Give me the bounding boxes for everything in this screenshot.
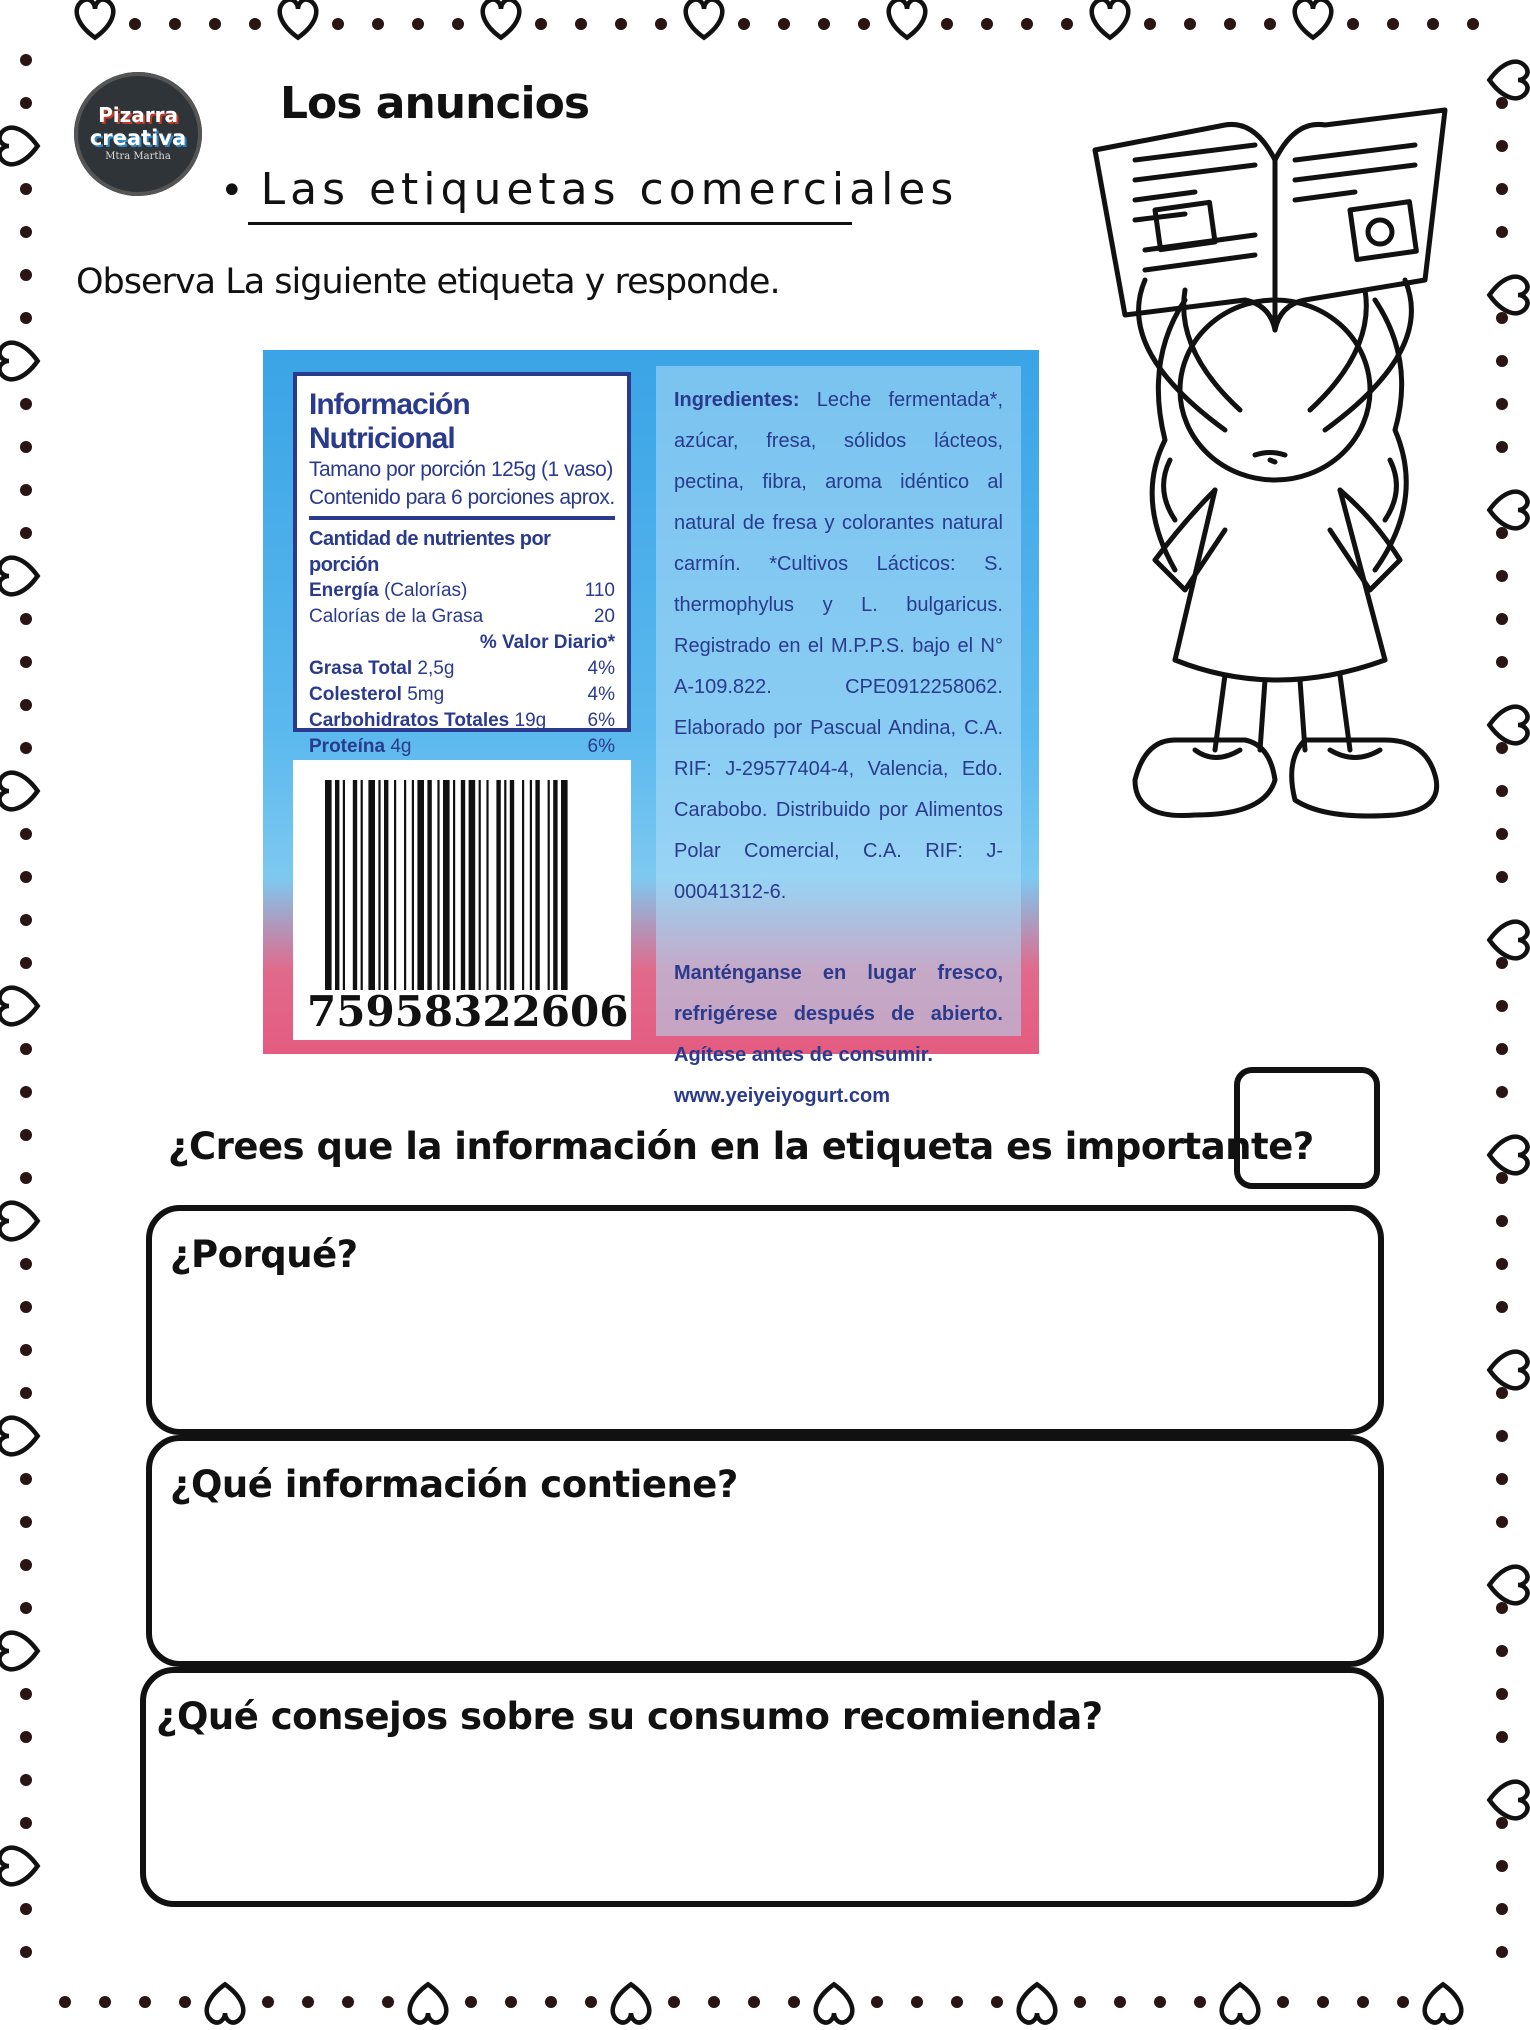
heart-icon [1092, 0, 1129, 38]
barcode-digit: 59583 [336, 987, 483, 1036]
heart-icon [1489, 922, 1527, 959]
barcode-bar [486, 780, 488, 990]
serving-size: Tamano por porción 125g (1 vaso) [309, 458, 613, 481]
border-dot [1496, 828, 1508, 840]
heart-icon [1489, 1137, 1527, 1174]
heart-icon [1489, 1782, 1527, 1819]
left-border [0, 54, 38, 1958]
barcode-bar [361, 780, 363, 990]
border-dot [249, 18, 261, 30]
daily-label: Proteína 4g [309, 736, 412, 757]
nutrient-row [309, 578, 615, 604]
daily-label: Carbohidratos Totales 19g [309, 710, 547, 731]
border-dot [1496, 1817, 1508, 1829]
border-dot [1496, 1516, 1508, 1528]
logo-line-1: Pizarra [98, 103, 178, 127]
border-dot [412, 18, 424, 30]
border-dot [941, 18, 953, 30]
info-question: ¿Qué información contiene? [170, 1463, 738, 1506]
border-dot [1496, 871, 1508, 883]
heart-icon [1019, 1984, 1056, 2022]
advice-question: ¿Qué consejos sobre su consumo recomienda? [156, 1695, 1103, 1738]
barcode-bar [504, 780, 506, 990]
heart-icon [1489, 1567, 1527, 1604]
heart-icon [77, 0, 114, 38]
heart-icon [686, 0, 723, 38]
barcode-bar [353, 780, 357, 990]
border-dot [1347, 18, 1359, 30]
border-dot [668, 1996, 680, 2008]
border-dot [20, 1946, 32, 1958]
border-dot [585, 1996, 597, 2008]
border-dot [1496, 97, 1508, 109]
barcode-number [293, 987, 631, 1036]
border-dot [1496, 742, 1508, 754]
border-dot [20, 914, 32, 926]
border-dot [1496, 1172, 1508, 1184]
border-dot [20, 527, 32, 539]
border-dot [1144, 18, 1156, 30]
barcode-bar [548, 780, 550, 990]
border-dot [179, 1996, 191, 2008]
border-dot [1496, 1602, 1508, 1614]
border-dot [1184, 18, 1196, 30]
daily-row [309, 656, 615, 682]
border-dot [1496, 1731, 1508, 1743]
border-dot [20, 1516, 32, 1528]
border-dot [20, 183, 32, 195]
border-dot [20, 871, 32, 883]
barcode-bar [384, 780, 388, 990]
border-dot [20, 1903, 32, 1915]
border-dot [1496, 355, 1508, 367]
border-dot [169, 18, 181, 30]
border-dot [1021, 18, 1033, 30]
border-dot [1074, 1996, 1086, 2008]
daily-value: 6% [587, 710, 615, 731]
heart-icon [280, 0, 317, 38]
border-dot [1496, 1903, 1508, 1915]
why-question: ¿Porqué? [170, 1233, 358, 1276]
nutrient-label: Energía (Calorías) [309, 580, 468, 601]
border-dot [1496, 140, 1508, 152]
border-dot [1496, 183, 1508, 195]
barcode-bar [553, 780, 557, 990]
border-dot [545, 1996, 557, 2008]
border-dot [20, 1344, 32, 1356]
daily-row [309, 734, 615, 760]
border-dot [20, 398, 32, 410]
barcode-bar [427, 780, 431, 990]
border-dot [1496, 1860, 1508, 1872]
border-dot [20, 1731, 32, 1743]
barcode [293, 760, 631, 1040]
barcode-bar [535, 780, 539, 990]
border-dot [1387, 18, 1399, 30]
border-dot [20, 1043, 32, 1055]
nutrition-divider [309, 516, 615, 520]
border-dot [911, 1996, 923, 2008]
border-dot [20, 1301, 32, 1313]
border-dot [1496, 1086, 1508, 1098]
barcode-bars [325, 780, 605, 990]
border-dot [20, 1774, 32, 1786]
nutrient-label: Calorías de la Grasa [309, 606, 484, 627]
barcode-bar [335, 780, 339, 990]
heart-icon [1425, 1984, 1462, 2022]
border-dot [535, 18, 547, 30]
border-dot [1496, 226, 1508, 238]
border-dot [1224, 18, 1236, 30]
border-dot [20, 1688, 32, 1700]
heart-icon [0, 128, 38, 165]
daily-label: Colesterol 5mg [309, 684, 445, 705]
border-dot [748, 1996, 760, 2008]
border-dot [20, 269, 32, 281]
border-dot [1496, 527, 1508, 539]
border-dot [1496, 957, 1508, 969]
border-dot [1397, 1996, 1409, 2008]
border-dot [778, 18, 790, 30]
border-dot [1061, 18, 1073, 30]
barcode-bar [530, 780, 532, 990]
daily-row [309, 708, 615, 734]
border-dot [655, 18, 667, 30]
daily-value-header: % Valor Diario* [479, 632, 615, 653]
logo-line-3: Mtra Martha [105, 151, 171, 162]
border-dot [1496, 656, 1508, 668]
barcode-bar [510, 780, 514, 990]
daily-value: 4% [587, 658, 615, 679]
nutrients-header: Cantidad de nutrientes por porción [309, 528, 551, 576]
heart-icon [1295, 0, 1332, 38]
border-dot [738, 18, 750, 30]
border-dot [1496, 1946, 1508, 1958]
border-dot [1496, 613, 1508, 625]
border-dot [1496, 1645, 1508, 1657]
barcode-bar [443, 780, 450, 990]
barcode-bar [417, 780, 424, 990]
barcode-bar [453, 780, 455, 990]
border-dot [788, 1996, 800, 2008]
info-answer-box[interactable] [146, 1435, 1384, 1667]
barcode-digit: 7 [307, 987, 337, 1036]
barcode-bar [378, 780, 380, 990]
border-dot [302, 1996, 314, 2008]
heart-icon [0, 1848, 38, 1885]
heart-icon [613, 1984, 650, 2022]
instruction-text: Observa La siguiente etiqueta y responde. [76, 262, 780, 302]
heart-icon [483, 0, 520, 38]
nutrition-title: Información Nutricional [309, 388, 470, 455]
border-dot [1496, 785, 1508, 797]
daily-value: 6% [587, 736, 615, 757]
border-dot [615, 18, 627, 30]
border-dot [20, 828, 32, 840]
heart-icon [816, 1984, 853, 2022]
border-dot [1496, 441, 1508, 453]
heart-icon [1222, 1984, 1259, 2022]
ingredients-body: Leche fermentada*, azúcar, fresa, sólidos lácteos, pectina, fibra, aroma idéntico al natural de fresa y colorantes natural carmín. *Cultivos Lácticos: S. thermophylus y L. bulgaricus. Registrado en el M.P.P.S. bajo el N° A-109.822. CPE0912258062. Elaborado por Pascual Andina, C.A. RIF: J-29577404-4, Valencia, Edo. Carabobo. Distribuido por Alimentos Polar Comercial, C.A. RIF: J-00041312-6. [674, 389, 1004, 903]
border-dot [1277, 1996, 1289, 2008]
border-dot [20, 1473, 32, 1485]
border-dot [342, 1996, 354, 2008]
border-dot [20, 1129, 32, 1141]
subtitle-underline [248, 222, 852, 225]
border-dot [1496, 1387, 1508, 1399]
logo-line-2: creativa [89, 126, 187, 150]
border-dot [1496, 312, 1508, 324]
heart-icon [1489, 62, 1527, 99]
product-label [263, 350, 1039, 1107]
heart-icon [0, 1418, 38, 1455]
border-dot [1114, 1996, 1126, 2008]
border-dot [99, 1996, 111, 2008]
border-dot [20, 226, 32, 238]
border-dot [1496, 570, 1508, 582]
barcode-bar [522, 780, 524, 990]
border-dot [1154, 1996, 1166, 2008]
border-dot [20, 441, 32, 453]
heart-icon [0, 773, 38, 810]
border-dot [20, 1602, 32, 1614]
border-dot [818, 18, 830, 30]
bottom-border [59, 1984, 1461, 2022]
heart-icon [410, 1984, 447, 2022]
subtitle-text: Las etiquetas comerciales [260, 164, 959, 215]
right-border [1489, 62, 1527, 1958]
top-border [77, 0, 1479, 38]
border-dot [858, 18, 870, 30]
ingredients-text [674, 380, 1003, 913]
main-question: ¿Crees que la información en la etiqueta es importante? [168, 1125, 1314, 1168]
nutrient-value: 20 [593, 606, 615, 627]
nutrition-facts-panel [293, 372, 631, 757]
border-dot [981, 18, 993, 30]
border-dot [1496, 1688, 1508, 1700]
border-dot [139, 1996, 151, 2008]
nutrient-value: 110 [584, 580, 615, 601]
heart-icon [0, 1203, 38, 1240]
border-dot [1496, 1215, 1508, 1227]
border-dot [1264, 18, 1276, 30]
barcode-bar [496, 780, 500, 990]
why-answer-box[interactable] [146, 1205, 1384, 1435]
barcode-bar [437, 780, 439, 990]
border-dot [20, 957, 32, 969]
barcode-bar [479, 780, 481, 990]
border-dot [1496, 1043, 1508, 1055]
border-dot [20, 1172, 32, 1184]
logo [74, 72, 202, 196]
border-dot [1496, 1430, 1508, 1442]
barcode-bar [343, 780, 345, 990]
barcode-digit: 22606 [482, 987, 629, 1036]
page-title: Los anuncios [280, 78, 590, 129]
border-dot [20, 656, 32, 668]
border-dot [20, 54, 32, 66]
border-dot [1496, 1000, 1508, 1012]
border-dot [20, 1817, 32, 1829]
advice-answer-box[interactable] [140, 1667, 1384, 1907]
daily-row [309, 682, 615, 708]
border-dot [708, 1996, 720, 2008]
barcode-bar [412, 780, 414, 990]
border-dot [20, 613, 32, 625]
border-dot [20, 1258, 32, 1270]
daily-value: 4% [587, 684, 615, 705]
border-dot [129, 18, 141, 30]
girl-reading-illustration [1075, 100, 1475, 840]
border-dot [951, 1996, 963, 2008]
border-dot [871, 1996, 883, 2008]
heart-icon [1489, 492, 1527, 529]
ingredients-panel [656, 366, 1021, 1107]
border-dot [372, 18, 384, 30]
heart-icon [889, 0, 926, 38]
daily-label: Grasa Total 2,5g [309, 658, 455, 679]
border-dot [1496, 1473, 1508, 1485]
portions: Contenido para 6 porciones aprox. [309, 486, 615, 509]
website: www.yeiyeiyogurt.com [674, 1085, 890, 1107]
heart-icon [207, 1984, 244, 2022]
heart-icon [1489, 277, 1527, 314]
barcode-bar [325, 780, 332, 990]
border-dot [1496, 1301, 1508, 1313]
heart-icon [0, 988, 38, 1025]
border-dot [20, 742, 32, 754]
border-dot [59, 1996, 71, 2008]
border-dot [465, 1996, 477, 2008]
border-dot [20, 699, 32, 711]
border-dot [1496, 1258, 1508, 1270]
border-dot [1357, 1996, 1369, 2008]
barcode-bar [469, 780, 476, 990]
heart-icon [1489, 707, 1527, 744]
border-dot [1467, 18, 1479, 30]
heart-icon [0, 1633, 38, 1670]
barcode-bar [394, 780, 396, 990]
border-dot [505, 1996, 517, 2008]
heart-icon [1489, 1352, 1527, 1389]
border-dot [20, 1086, 32, 1098]
heart-icon [0, 343, 38, 380]
nutrient-row [309, 604, 615, 630]
barcode-bar [368, 780, 375, 990]
border-dot [382, 1996, 394, 2008]
bullet-icon: • [220, 168, 249, 214]
heart-icon [0, 558, 38, 595]
border-dot [1427, 18, 1439, 30]
border-dot [262, 1996, 274, 2008]
border-dot [991, 1996, 1003, 2008]
border-dot [20, 312, 32, 324]
border-dot [332, 18, 344, 30]
ingredients-label: Ingredientes: [674, 389, 800, 411]
border-dot [20, 97, 32, 109]
border-dot [575, 18, 587, 30]
page-subtitle [220, 164, 958, 215]
border-dot [209, 18, 221, 30]
border-dot [20, 484, 32, 496]
barcode-bar [461, 780, 465, 990]
border-dot [20, 1559, 32, 1571]
border-dot [452, 18, 464, 30]
border-dot [1194, 1996, 1206, 2008]
border-dot [1496, 398, 1508, 410]
barcode-bar [404, 780, 406, 990]
border-dot [20, 1387, 32, 1399]
storage-advice: Manténganse en lugar fresco, refrigérese después de abierto. Agítese antes de consumir. [674, 962, 1003, 1066]
barcode-bar [561, 780, 568, 990]
border-dot [1317, 1996, 1329, 2008]
